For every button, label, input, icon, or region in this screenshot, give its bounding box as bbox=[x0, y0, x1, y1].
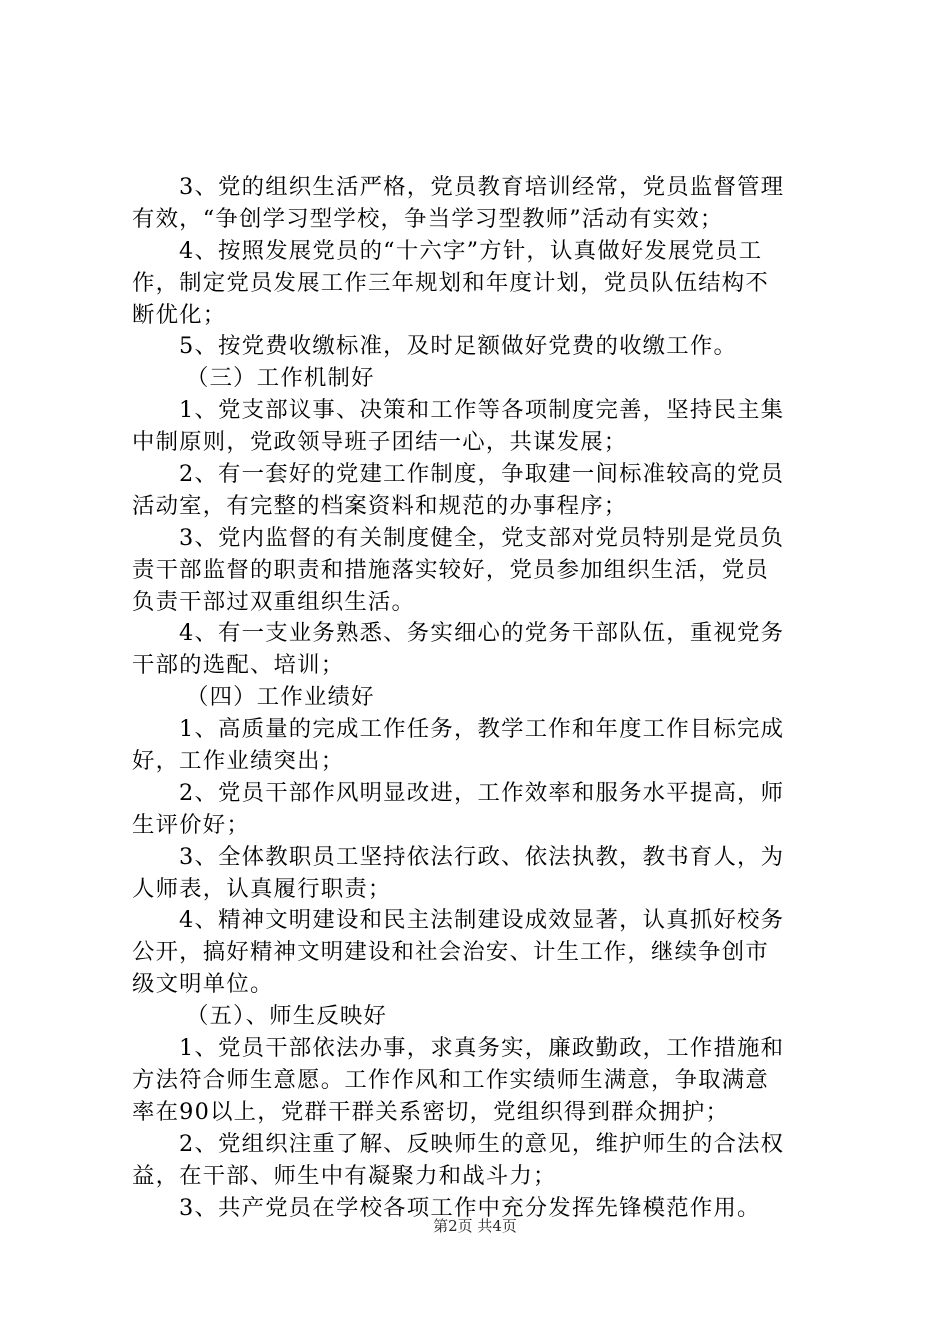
text-line: 人师表，认真履行职责； bbox=[132, 875, 392, 902]
text-line: 作，制定党员发展工作三年规划和年度计划，党员队伍结构不 bbox=[132, 269, 769, 296]
text-line: 负责干部过双重组织生活。 bbox=[132, 588, 416, 615]
text-line: 2、党组织注重了解、反映师生的意见，维护师生的合法权 bbox=[179, 1130, 785, 1157]
text-line: 1、高质量的完成工作任务，教学工作和年度工作目标完成 bbox=[179, 716, 785, 743]
document-body bbox=[132, 172, 832, 1224]
text-line: 3、党的组织生活严格，党员教育培训经常，党员监督管理 bbox=[179, 174, 785, 200]
text-line: 4、按照发展党员的“十六字”方针，认真做好发展党员工 bbox=[179, 237, 763, 264]
page-footer: 第2页 共4页 bbox=[433, 1217, 517, 1235]
text-line: 方法符合师生意愿。工作作风和工作实绩师生满意，争取满意 bbox=[132, 1066, 769, 1093]
text-line: 有效，“争创学习型学校，争当学习型教师”活动有实效； bbox=[132, 205, 724, 232]
text-line: 公开，搞好精神文明建设和社会治安、计生工作，继续争创市 bbox=[132, 939, 769, 966]
text-line: 4、精神文明建设和民主法制建设成效显著，认真抓好校务 bbox=[179, 907, 785, 934]
text-line: 2、党员干部作风明显改进，工作效率和服务水平提高，师 bbox=[179, 779, 785, 806]
section-heading: （三）工作机制好 bbox=[186, 365, 375, 392]
text-line: 责干部监督的职责和措施落实较好，党员参加组织生活，党员 bbox=[132, 556, 769, 583]
text-line: 2、有一套好的党建工作制度，争取建一间标准较高的党员 bbox=[179, 461, 785, 488]
text-line: 生评价好； bbox=[132, 811, 250, 838]
text-line: 1、党员干部依法办事，求真务实，廉政勤政，工作措施和 bbox=[179, 1035, 785, 1062]
text-line: 率在90以上，党群干群关系密切，党组织得到群众拥护； bbox=[132, 1098, 730, 1125]
text-line: 中制原则，党政领导班子团结一心，共谋发展； bbox=[132, 429, 628, 456]
text-line: 干部的选配、培训； bbox=[132, 652, 345, 679]
section-heading: （四）工作业绩好 bbox=[186, 684, 375, 711]
text-line: 断优化； bbox=[132, 301, 227, 328]
text-line: 5、按党费收缴标准，及时足额做好党费的收缴工作。 bbox=[179, 333, 738, 360]
text-line: 1、党支部议事、决策和工作等各项制度完善，坚持民主集 bbox=[179, 397, 785, 424]
text-line: 3、全体教职员工坚持依法行政、依法执教，教书育人，为 bbox=[179, 843, 785, 870]
text-line: 级文明单位。 bbox=[132, 971, 274, 998]
text-line: 3、共产党员在学校各项工作中充分发挥先锋模范作用。 bbox=[179, 1194, 761, 1221]
section-heading: （五）、师生反映好 bbox=[186, 1003, 388, 1030]
text-line: 益，在干部、师生中有凝聚力和战斗力； bbox=[132, 1162, 557, 1189]
text-line: 4、有一支业务熟悉、务实细心的党务干部队伍，重视党务 bbox=[179, 620, 785, 647]
text-line: 好，工作业绩突出； bbox=[132, 748, 345, 775]
text-line: 活动室，有完整的档案资料和规范的办事程序； bbox=[132, 492, 628, 519]
text-line: 3、党内监督的有关制度健全，党支部对党员特别是党员负 bbox=[179, 524, 785, 551]
